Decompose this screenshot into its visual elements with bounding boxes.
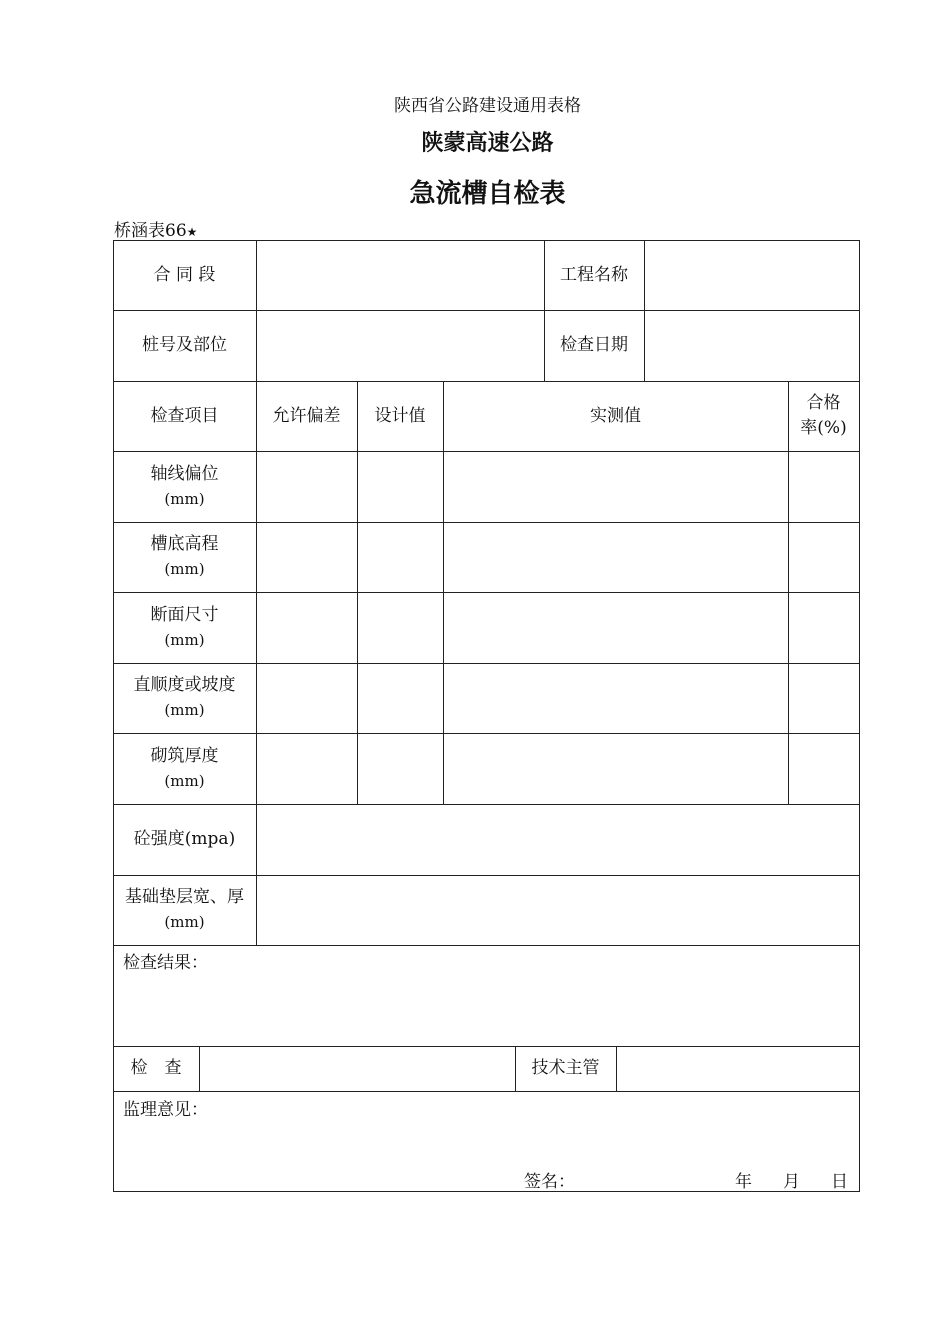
concrete-strength-input[interactable] — [256, 804, 859, 875]
row-label-concrete-strength: 砼强度(mpa) — [133, 829, 236, 849]
col-header-design: 设计值 — [374, 405, 426, 426]
row-label-name: 断面尺寸 — [150, 604, 219, 625]
inspector-input[interactable] — [199, 1046, 515, 1091]
form-number — [114, 216, 197, 241]
row-label-unit: (mm) — [164, 489, 205, 508]
col-header-item: 检查项目 — [150, 405, 219, 426]
signature-label: 签名： — [524, 1172, 575, 1192]
month-label: 月 — [783, 1172, 800, 1192]
col-header-pass-rate-line1: 合格 — [806, 393, 841, 413]
row-label-straightness-slope — [113, 663, 256, 733]
row-label-trough-bottom-elevation — [113, 522, 256, 592]
row-label-section-size — [113, 592, 256, 663]
inspector-label: 检 查 — [130, 1058, 182, 1078]
row-label-unit: (mm) — [164, 913, 205, 931]
row-label-unit: (mm) — [164, 701, 205, 719]
tech-lead-input[interactable] — [616, 1046, 859, 1091]
col-header-measured: 实测值 — [590, 405, 641, 426]
page-title: 急流槽自检表 — [409, 179, 566, 209]
row-label-axis-offset — [113, 451, 256, 522]
col-header-pass-rate-line2: 率(%) — [800, 418, 847, 438]
row-label-name: 砌筑厚度 — [150, 745, 219, 766]
project-name-input[interactable] — [644, 240, 859, 310]
base-cushion-input[interactable] — [256, 875, 859, 945]
row-label-unit: (mm) — [164, 771, 205, 790]
row-label-name: 直顺度或坡度 — [133, 675, 236, 695]
form-series-title: 陕西省公路建设通用表格 — [394, 96, 581, 116]
station-input[interactable] — [256, 310, 544, 381]
inspection-date-input[interactable] — [644, 310, 859, 381]
project-name-label: 工程名称 — [560, 264, 628, 285]
contract-label: 合 同 段 — [153, 264, 216, 285]
day-label: 日 — [831, 1172, 848, 1192]
row-label-unit: (mm) — [164, 560, 205, 578]
form-number-text: 桥涵表66 — [114, 221, 187, 241]
row-divider — [113, 945, 860, 946]
year-label: 年 — [735, 1172, 752, 1192]
col-header-pass-rate — [788, 381, 859, 451]
inspection-result-label: 检查结果： — [123, 953, 208, 973]
inspection-date-label: 检查日期 — [560, 335, 628, 355]
row-label-base-cushion — [113, 875, 256, 945]
project-name: 陕蒙高速公路 — [421, 131, 554, 156]
row-divider — [113, 1091, 860, 1092]
row-label-name: 槽底高程 — [150, 534, 219, 554]
star-icon: ★ — [186, 225, 198, 239]
table-border-right — [859, 240, 860, 1192]
tech-lead-label: 技术主管 — [531, 1058, 600, 1078]
row-label-unit: (mm) — [164, 630, 205, 649]
row-label-masonry-thickness — [113, 733, 256, 804]
row-label-name: 基础垫层宽、厚 — [125, 887, 244, 907]
contract-input[interactable] — [256, 240, 544, 310]
col-header-tolerance: 允许偏差 — [272, 405, 341, 426]
row-label-name: 轴线偏位 — [150, 463, 219, 484]
supervision-opinion-label: 监理意见： — [123, 1100, 208, 1120]
station-label: 桩号及部位 — [142, 335, 227, 355]
inspection-table — [113, 240, 860, 1192]
